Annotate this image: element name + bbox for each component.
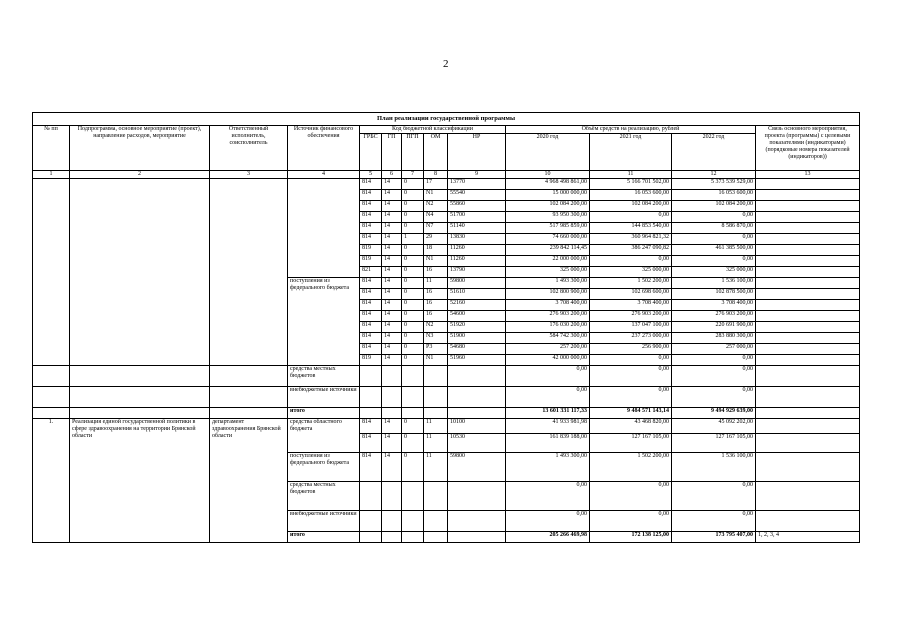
offbudget-2021: 0,00 bbox=[590, 386, 672, 407]
item1-local-label: средства местных бюджетов bbox=[288, 481, 360, 510]
cell-pgp: 1 bbox=[402, 233, 424, 244]
cell-v1: 22 000 000,00 bbox=[506, 255, 590, 266]
item1-executor: департамент здравоохранения Брянской области bbox=[210, 418, 288, 542]
header-om: ОМ bbox=[424, 133, 448, 170]
item1-r3-2021: 1 502 200,00 bbox=[590, 452, 672, 481]
local-budget-label: средства местных бюджетов bbox=[288, 365, 360, 386]
cell-pgp: 0 bbox=[402, 343, 424, 354]
item1-r1-pgp: 0 bbox=[402, 418, 424, 433]
cell-v1: 102 084 200,00 bbox=[506, 200, 590, 211]
cell-link bbox=[756, 244, 860, 255]
cell-link bbox=[756, 310, 860, 321]
cell-link bbox=[756, 178, 860, 189]
cell-pgp: 0 bbox=[402, 332, 424, 343]
cell-np: 51920 bbox=[448, 321, 506, 332]
item1-total-2022: 173 795 407,00 bbox=[672, 531, 756, 542]
cell-pgp: 0 bbox=[402, 211, 424, 222]
cell-link bbox=[756, 332, 860, 343]
item1-r2-2021: 127 167 105,00 bbox=[590, 433, 672, 452]
cell-gp: 14 bbox=[382, 343, 402, 354]
cell-pgp: 0 bbox=[402, 299, 424, 310]
item1-r2-om: 11 bbox=[424, 433, 448, 452]
column-number: 7 bbox=[402, 170, 424, 178]
cell-om: 16 bbox=[424, 310, 448, 321]
top-total-2022: 9 494 929 639,00 bbox=[672, 407, 756, 418]
cell-grbs: 819 bbox=[360, 244, 382, 255]
item1-total-label: итого bbox=[288, 531, 360, 542]
cell-om: N1 bbox=[424, 255, 448, 266]
cell-v3: 0,00 bbox=[672, 233, 756, 244]
cell-gp: 14 bbox=[382, 255, 402, 266]
cell-v2: 0,00 bbox=[590, 211, 672, 222]
cell-om: N2 bbox=[424, 321, 448, 332]
cell-om: 16 bbox=[424, 288, 448, 299]
header-budget-code: Код бюджетной классификации bbox=[360, 126, 506, 134]
header-program: Подпрограмма, основное мероприятие (проект), направление расходов, мероприятие bbox=[70, 126, 210, 171]
cell-v1: 42 000 000,00 bbox=[506, 354, 590, 365]
program-plan-table bbox=[32, 112, 860, 543]
cell-v2: 325 000,00 bbox=[590, 266, 672, 277]
cell-v2: 137 047 100,00 bbox=[590, 321, 672, 332]
item1-offbudget-2020: 0,00 bbox=[506, 510, 590, 531]
cell-grbs: 814 bbox=[360, 332, 382, 343]
local-2020: 0,00 bbox=[506, 365, 590, 386]
header-2021: 2021 год bbox=[590, 133, 672, 170]
cell-np: 55860 bbox=[448, 200, 506, 211]
cell-v1: 517 985 859,00 bbox=[506, 222, 590, 233]
cell-v3: 102 878 500,00 bbox=[672, 288, 756, 299]
cell-np: 51960 bbox=[448, 354, 506, 365]
cell-grbs: 821 bbox=[360, 266, 382, 277]
header-volume: Объём средств на реализацию, рублей bbox=[506, 126, 756, 134]
column-number: 5 bbox=[360, 170, 382, 178]
cell-v2: 102 084 200,00 bbox=[590, 200, 672, 211]
cell-grbs: 814 bbox=[360, 200, 382, 211]
cell-link bbox=[756, 343, 860, 354]
header-2020: 2020 год bbox=[506, 133, 590, 170]
header-pgp: ПГП bbox=[402, 133, 424, 170]
cell-grbs: 814 bbox=[360, 343, 382, 354]
cell-v3: 8 586 870,00 bbox=[672, 222, 756, 233]
cell-v1: 102 800 900,00 bbox=[506, 288, 590, 299]
offbudget-2022: 0,00 bbox=[672, 386, 756, 407]
item1-r3-pgp: 0 bbox=[402, 452, 424, 481]
item1-r1-2020: 41 933 981,98 bbox=[506, 418, 590, 433]
cell-v3: 461 385 500,00 bbox=[672, 244, 756, 255]
header-no: № пп bbox=[33, 126, 70, 171]
cell-gp: 14 bbox=[382, 244, 402, 255]
cell-v1: 276 903 200,00 bbox=[506, 310, 590, 321]
cell-v1: 257 200,00 bbox=[506, 343, 590, 354]
cell-np: 55540 bbox=[448, 189, 506, 200]
item1-r1-gp: 14 bbox=[382, 418, 402, 433]
item1-r3-np: 59800 bbox=[448, 452, 506, 481]
cell-v1: 239 842 114,45 bbox=[506, 244, 590, 255]
cell-link bbox=[756, 321, 860, 332]
cell-grbs: 814 bbox=[360, 310, 382, 321]
cell-v2: 0,00 bbox=[590, 354, 672, 365]
cell-link bbox=[756, 288, 860, 299]
cell-pgp: 0 bbox=[402, 255, 424, 266]
column-number: 2 bbox=[70, 170, 210, 178]
item1-r2-2020: 161 839 188,00 bbox=[506, 433, 590, 452]
cell-v2: 386 247 090,82 bbox=[590, 244, 672, 255]
item1-r1-np: 10100 bbox=[448, 418, 506, 433]
cell-pgp: 0 bbox=[402, 310, 424, 321]
offbudget-label: внебюджетные источники bbox=[288, 386, 360, 407]
cell-link bbox=[756, 354, 860, 365]
item1-r3-gp: 14 bbox=[382, 452, 402, 481]
cell-grbs: 819 bbox=[360, 255, 382, 266]
header-gp: ГП bbox=[382, 133, 402, 170]
item1-offbudget-label: внебюджетные источники bbox=[288, 510, 360, 531]
cell-gp: 14 bbox=[382, 354, 402, 365]
cell-pgp: 0 bbox=[402, 288, 424, 299]
cell-grbs: 814 bbox=[360, 288, 382, 299]
item1-r2-np: 10530 bbox=[448, 433, 506, 452]
cell-grbs: 814 bbox=[360, 233, 382, 244]
header-np: НР bbox=[448, 133, 506, 170]
cell-pgp: 0 bbox=[402, 244, 424, 255]
cell-pgp: 0 bbox=[402, 222, 424, 233]
top-total-2021: 9 484 571 143,14 bbox=[590, 407, 672, 418]
cell-link bbox=[756, 222, 860, 233]
program-plan-table-wrapper bbox=[32, 112, 859, 543]
cell-v2: 360 964 821,32 bbox=[590, 233, 672, 244]
cell-pgp: 0 bbox=[402, 354, 424, 365]
header-grbs: ГРБС bbox=[360, 133, 382, 170]
cell-pgp: 0 bbox=[402, 189, 424, 200]
cell-v2: 102 698 600,00 bbox=[590, 288, 672, 299]
cell-grbs: 814 bbox=[360, 189, 382, 200]
cell-om: N1 bbox=[424, 189, 448, 200]
cell-v2: 3 708 400,00 bbox=[590, 299, 672, 310]
cell-om: N7 bbox=[424, 222, 448, 233]
cell-grbs: 814 bbox=[360, 222, 382, 233]
top-total-2020: 13 601 331 117,33 bbox=[506, 407, 590, 418]
cell-link bbox=[756, 233, 860, 244]
offbudget-2020: 0,00 bbox=[506, 386, 590, 407]
column-number: 12 bbox=[672, 170, 756, 178]
cell-np: 51700 bbox=[448, 211, 506, 222]
cell-np: 13790 bbox=[448, 266, 506, 277]
cell-gp: 14 bbox=[382, 277, 402, 288]
item1-r1-grbs: 814 bbox=[360, 418, 382, 433]
item1-r1-om: 11 bbox=[424, 418, 448, 433]
item1-number: 1. bbox=[33, 418, 70, 542]
cell-grbs: 814 bbox=[360, 299, 382, 310]
cell-om: 29 bbox=[424, 233, 448, 244]
item1-local-2020: 0,00 bbox=[506, 481, 590, 510]
item1-federal-label: поступления из федерального бюджета bbox=[288, 452, 360, 481]
item1-name: Реализация единой государственной политики в сфере здравоохранения на территории Брянской области bbox=[70, 418, 210, 542]
cell-v2: 237 273 000,00 bbox=[590, 332, 672, 343]
cell-om: 17 bbox=[424, 178, 448, 189]
cell-link bbox=[756, 266, 860, 277]
cell-np: 51610 bbox=[448, 288, 506, 299]
cell-np: 11260 bbox=[448, 255, 506, 266]
cell-link bbox=[756, 200, 860, 211]
cell-link bbox=[756, 211, 860, 222]
header-link: Связь основного мероприятия, проекта (программы) с целевыми показателями (индикаторами) (порядковые номера показателей (индикаторов)) bbox=[756, 126, 860, 171]
cell-np: 51140 bbox=[448, 222, 506, 233]
cell-np: 59800 bbox=[448, 277, 506, 288]
header-source: Источник финансового обеспечения bbox=[288, 126, 360, 171]
cell-om: 18 bbox=[424, 244, 448, 255]
cell-pgp: 0 bbox=[402, 200, 424, 211]
cell-grbs: 814 bbox=[360, 321, 382, 332]
cell-v2: 0,00 bbox=[590, 255, 672, 266]
cell-gp: 14 bbox=[382, 321, 402, 332]
cell-np: 13770 bbox=[448, 178, 506, 189]
cell-om: 16 bbox=[424, 266, 448, 277]
item1-link: 1, 2, 3, 4 bbox=[756, 531, 860, 542]
cell-v1: 15 000 000,00 bbox=[506, 189, 590, 200]
table-title: План реализации государственной программы bbox=[33, 113, 860, 126]
item1-r1-2022: 45 092 202,00 bbox=[672, 418, 756, 433]
item1-local-2022: 0,00 bbox=[672, 481, 756, 510]
cell-v1: 74 660 000,00 bbox=[506, 233, 590, 244]
item1-r2-gp: 14 bbox=[382, 433, 402, 452]
cell-v3: 0,00 bbox=[672, 354, 756, 365]
item1-total-2020: 205 266 469,98 bbox=[506, 531, 590, 542]
column-number-row bbox=[33, 170, 860, 178]
cell-gp: 14 bbox=[382, 222, 402, 233]
cell-v1: 584 742 300,00 bbox=[506, 332, 590, 343]
cell-grbs: 814 bbox=[360, 178, 382, 189]
cell-v1: 3 708 400,00 bbox=[506, 299, 590, 310]
item1-r3-2020: 1 493 300,00 bbox=[506, 452, 590, 481]
cell-np: 52160 bbox=[448, 299, 506, 310]
cell-v1: 176 030 200,00 bbox=[506, 321, 590, 332]
column-number: 4 bbox=[288, 170, 360, 178]
item1-offbudget-2021: 0,00 bbox=[590, 510, 672, 531]
cell-np: 54680 bbox=[448, 343, 506, 354]
column-number: 1 bbox=[33, 170, 70, 178]
cell-v2: 16 053 600,00 bbox=[590, 189, 672, 200]
cell-gp: 14 bbox=[382, 211, 402, 222]
cell-grbs: 814 bbox=[360, 211, 382, 222]
cell-gp: 14 bbox=[382, 200, 402, 211]
cell-gp: 14 bbox=[382, 288, 402, 299]
cell-pgp: 0 bbox=[402, 178, 424, 189]
cell-np: 11260 bbox=[448, 244, 506, 255]
table-row bbox=[33, 178, 860, 189]
cell-v2: 276 903 200,00 bbox=[590, 310, 672, 321]
source-label: поступления из федерального бюджета bbox=[288, 277, 360, 365]
cell-v3: 220 691 900,00 bbox=[672, 321, 756, 332]
column-number: 8 bbox=[424, 170, 448, 178]
cell-om: 16 bbox=[424, 299, 448, 310]
cell-gp: 14 bbox=[382, 332, 402, 343]
item1-r1-2021: 43 468 820,00 bbox=[590, 418, 672, 433]
cell-v1: 1 493 300,00 bbox=[506, 277, 590, 288]
item1-r2-pgp: 0 bbox=[402, 433, 424, 452]
cell-om: 11 bbox=[424, 277, 448, 288]
cell-v1: 4 968 498 861,00 bbox=[506, 178, 590, 189]
cell-grbs: 819 bbox=[360, 354, 382, 365]
cell-v2: 5 166 701 502,00 bbox=[590, 178, 672, 189]
source-label bbox=[288, 178, 360, 277]
column-number: 9 bbox=[448, 170, 506, 178]
cell-v3: 283 880 300,00 bbox=[672, 332, 756, 343]
item1-r3-2022: 1 536 100,00 bbox=[672, 452, 756, 481]
cell-om: N2 bbox=[424, 200, 448, 211]
cell-v1: 325 000,00 bbox=[506, 266, 590, 277]
cell-np: 13830 bbox=[448, 233, 506, 244]
cell-link bbox=[756, 299, 860, 310]
item1-total-2021: 172 138 125,00 bbox=[590, 531, 672, 542]
cell-v3: 257 000,00 bbox=[672, 343, 756, 354]
cell-v3: 0,00 bbox=[672, 255, 756, 266]
cell-gp: 14 bbox=[382, 310, 402, 321]
cell-pgp: 0 bbox=[402, 266, 424, 277]
item1-r3-om: 11 bbox=[424, 452, 448, 481]
cell-v3: 16 053 600,00 bbox=[672, 189, 756, 200]
cell-gp: 14 bbox=[382, 266, 402, 277]
cell-gp: 14 bbox=[382, 299, 402, 310]
cell-v3: 1 536 100,00 bbox=[672, 277, 756, 288]
column-number: 11 bbox=[590, 170, 672, 178]
cell-v3: 3 708 400,00 bbox=[672, 299, 756, 310]
cell-v1: 93 950 300,00 bbox=[506, 211, 590, 222]
cell-pgp: 0 bbox=[402, 277, 424, 288]
cell-v2: 256 900,00 bbox=[590, 343, 672, 354]
cell-v3: 5 373 539 529,00 bbox=[672, 178, 756, 189]
cell-grbs: 814 bbox=[360, 277, 382, 288]
header-executor: Ответственный исполнитель, соисполнитель bbox=[210, 126, 288, 171]
item1-r2-grbs: 814 bbox=[360, 433, 382, 452]
header-2022: 2022 год bbox=[672, 133, 756, 170]
local-2022: 0,00 bbox=[672, 365, 756, 386]
cell-gp: 14 bbox=[382, 178, 402, 189]
cell-om: N1 bbox=[424, 354, 448, 365]
top-total-label: итого bbox=[288, 407, 360, 418]
cell-gp: 14 bbox=[382, 189, 402, 200]
cell-v2: 144 853 540,00 bbox=[590, 222, 672, 233]
column-number: 13 bbox=[756, 170, 860, 178]
item1-regional-label: средства областного бюджета bbox=[288, 418, 360, 452]
cell-v3: 325 000,00 bbox=[672, 266, 756, 277]
cell-link bbox=[756, 255, 860, 266]
cell-gp: 14 bbox=[382, 233, 402, 244]
cell-np: 54600 bbox=[448, 310, 506, 321]
cell-v3: 102 084 200,00 bbox=[672, 200, 756, 211]
column-number: 10 bbox=[506, 170, 590, 178]
top-rows bbox=[33, 178, 860, 365]
page-number: 2 bbox=[443, 58, 449, 70]
cell-pgp: 0 bbox=[402, 321, 424, 332]
column-number: 3 bbox=[210, 170, 288, 178]
cell-v2: 1 502 200,00 bbox=[590, 277, 672, 288]
cell-np: 51900 bbox=[448, 332, 506, 343]
local-2021: 0,00 bbox=[590, 365, 672, 386]
item1-r2-2022: 127 167 105,00 bbox=[672, 433, 756, 452]
cell-om: N4 bbox=[424, 211, 448, 222]
column-number: 6 bbox=[382, 170, 402, 178]
cell-om: P3 bbox=[424, 343, 448, 354]
cell-link bbox=[756, 189, 860, 200]
item1-offbudget-2022: 0,00 bbox=[672, 510, 756, 531]
cell-om: N3 bbox=[424, 332, 448, 343]
cell-v3: 276 903 200,00 bbox=[672, 310, 756, 321]
item1-local-2021: 0,00 bbox=[590, 481, 672, 510]
cell-link bbox=[756, 277, 860, 288]
cell-v3: 0,00 bbox=[672, 211, 756, 222]
item1-r3-grbs: 814 bbox=[360, 452, 382, 481]
